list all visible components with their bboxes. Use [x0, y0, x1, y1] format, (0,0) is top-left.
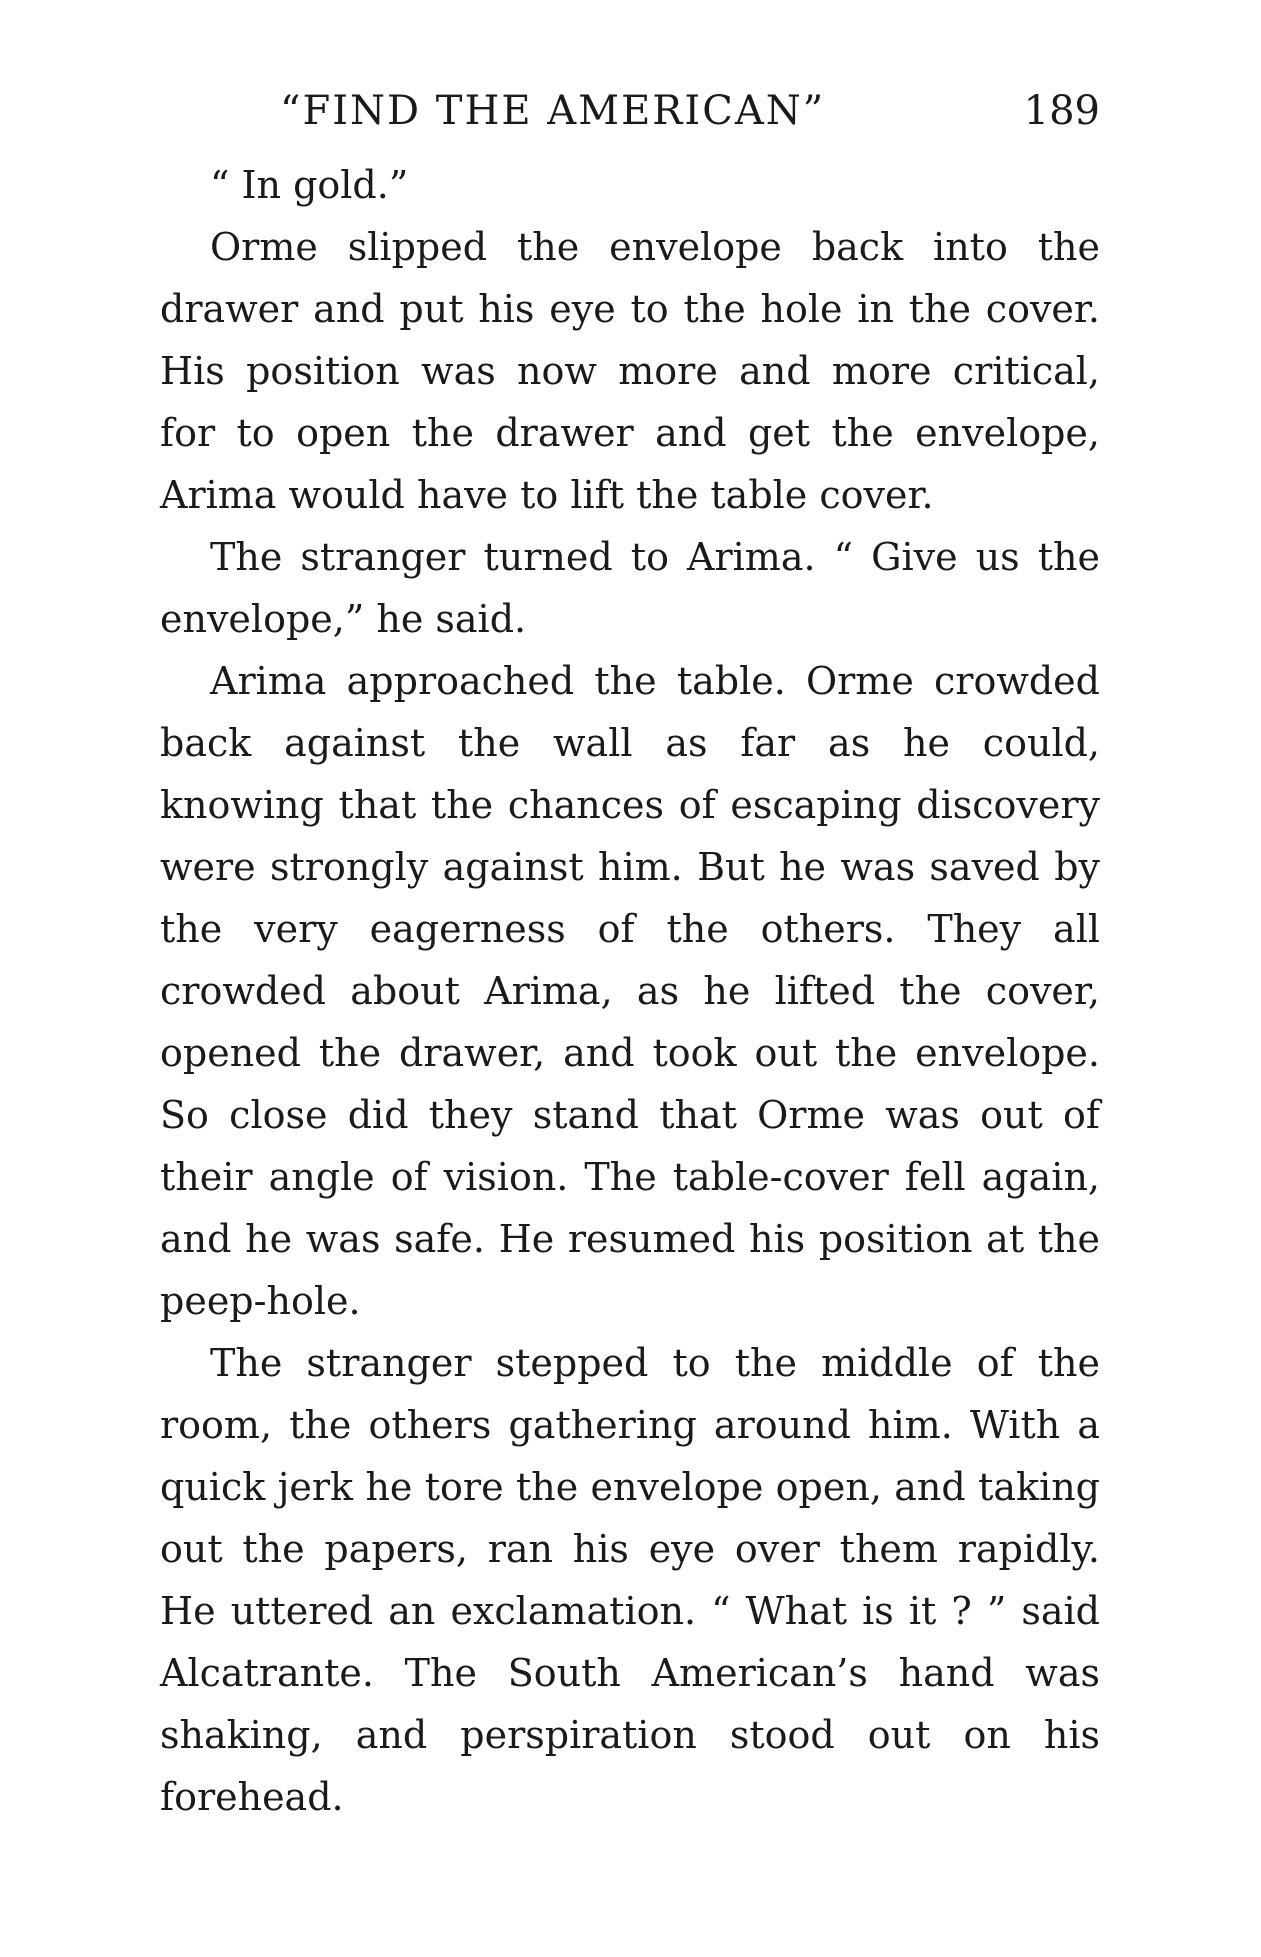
paragraph: The stranger turned to Arima. “ Give us the envelope,” he said. [160, 535, 1100, 641]
paragraph: “ In gold.” [210, 163, 409, 207]
page-number: 189 [1023, 88, 1100, 134]
running-head [160, 86, 1100, 136]
body-text [160, 154, 1100, 1828]
paragraph: Orme slipped the envelope back into the drawer and put his eye to the hole in the cover. His position was now more and more critical, for to open the drawer and get the envelope, Arima would have to lift the table cover. [160, 225, 1100, 517]
running-title: “FIND THE AMERICAN” [280, 88, 826, 134]
paragraph: The stranger stepped to the middle of the room, the others gathering around him. With a quick jerk he tore the envelope open, and taking out the papers, ran his eye over them rapidly. He uttered an exclamation. “ What is it ? ” said Alcatrante. The South American’s hand was shaking, and perspiration stood out on his forehead. [160, 1341, 1100, 1819]
paragraph: Arima approached the table. Orme crowded back against the wall as far as he could, knowing that the chances of escaping discovery were strongly against him. But he was saved by the very eagerness of the others. They all crowded about Arima, as he lifted the cover, opened the drawer, and took out the envelope. So close did they stand that Orme was out of their angle of vision. The table-cover fell again, and he was safe. He resumed his position at the peep-hole. [160, 659, 1100, 1323]
